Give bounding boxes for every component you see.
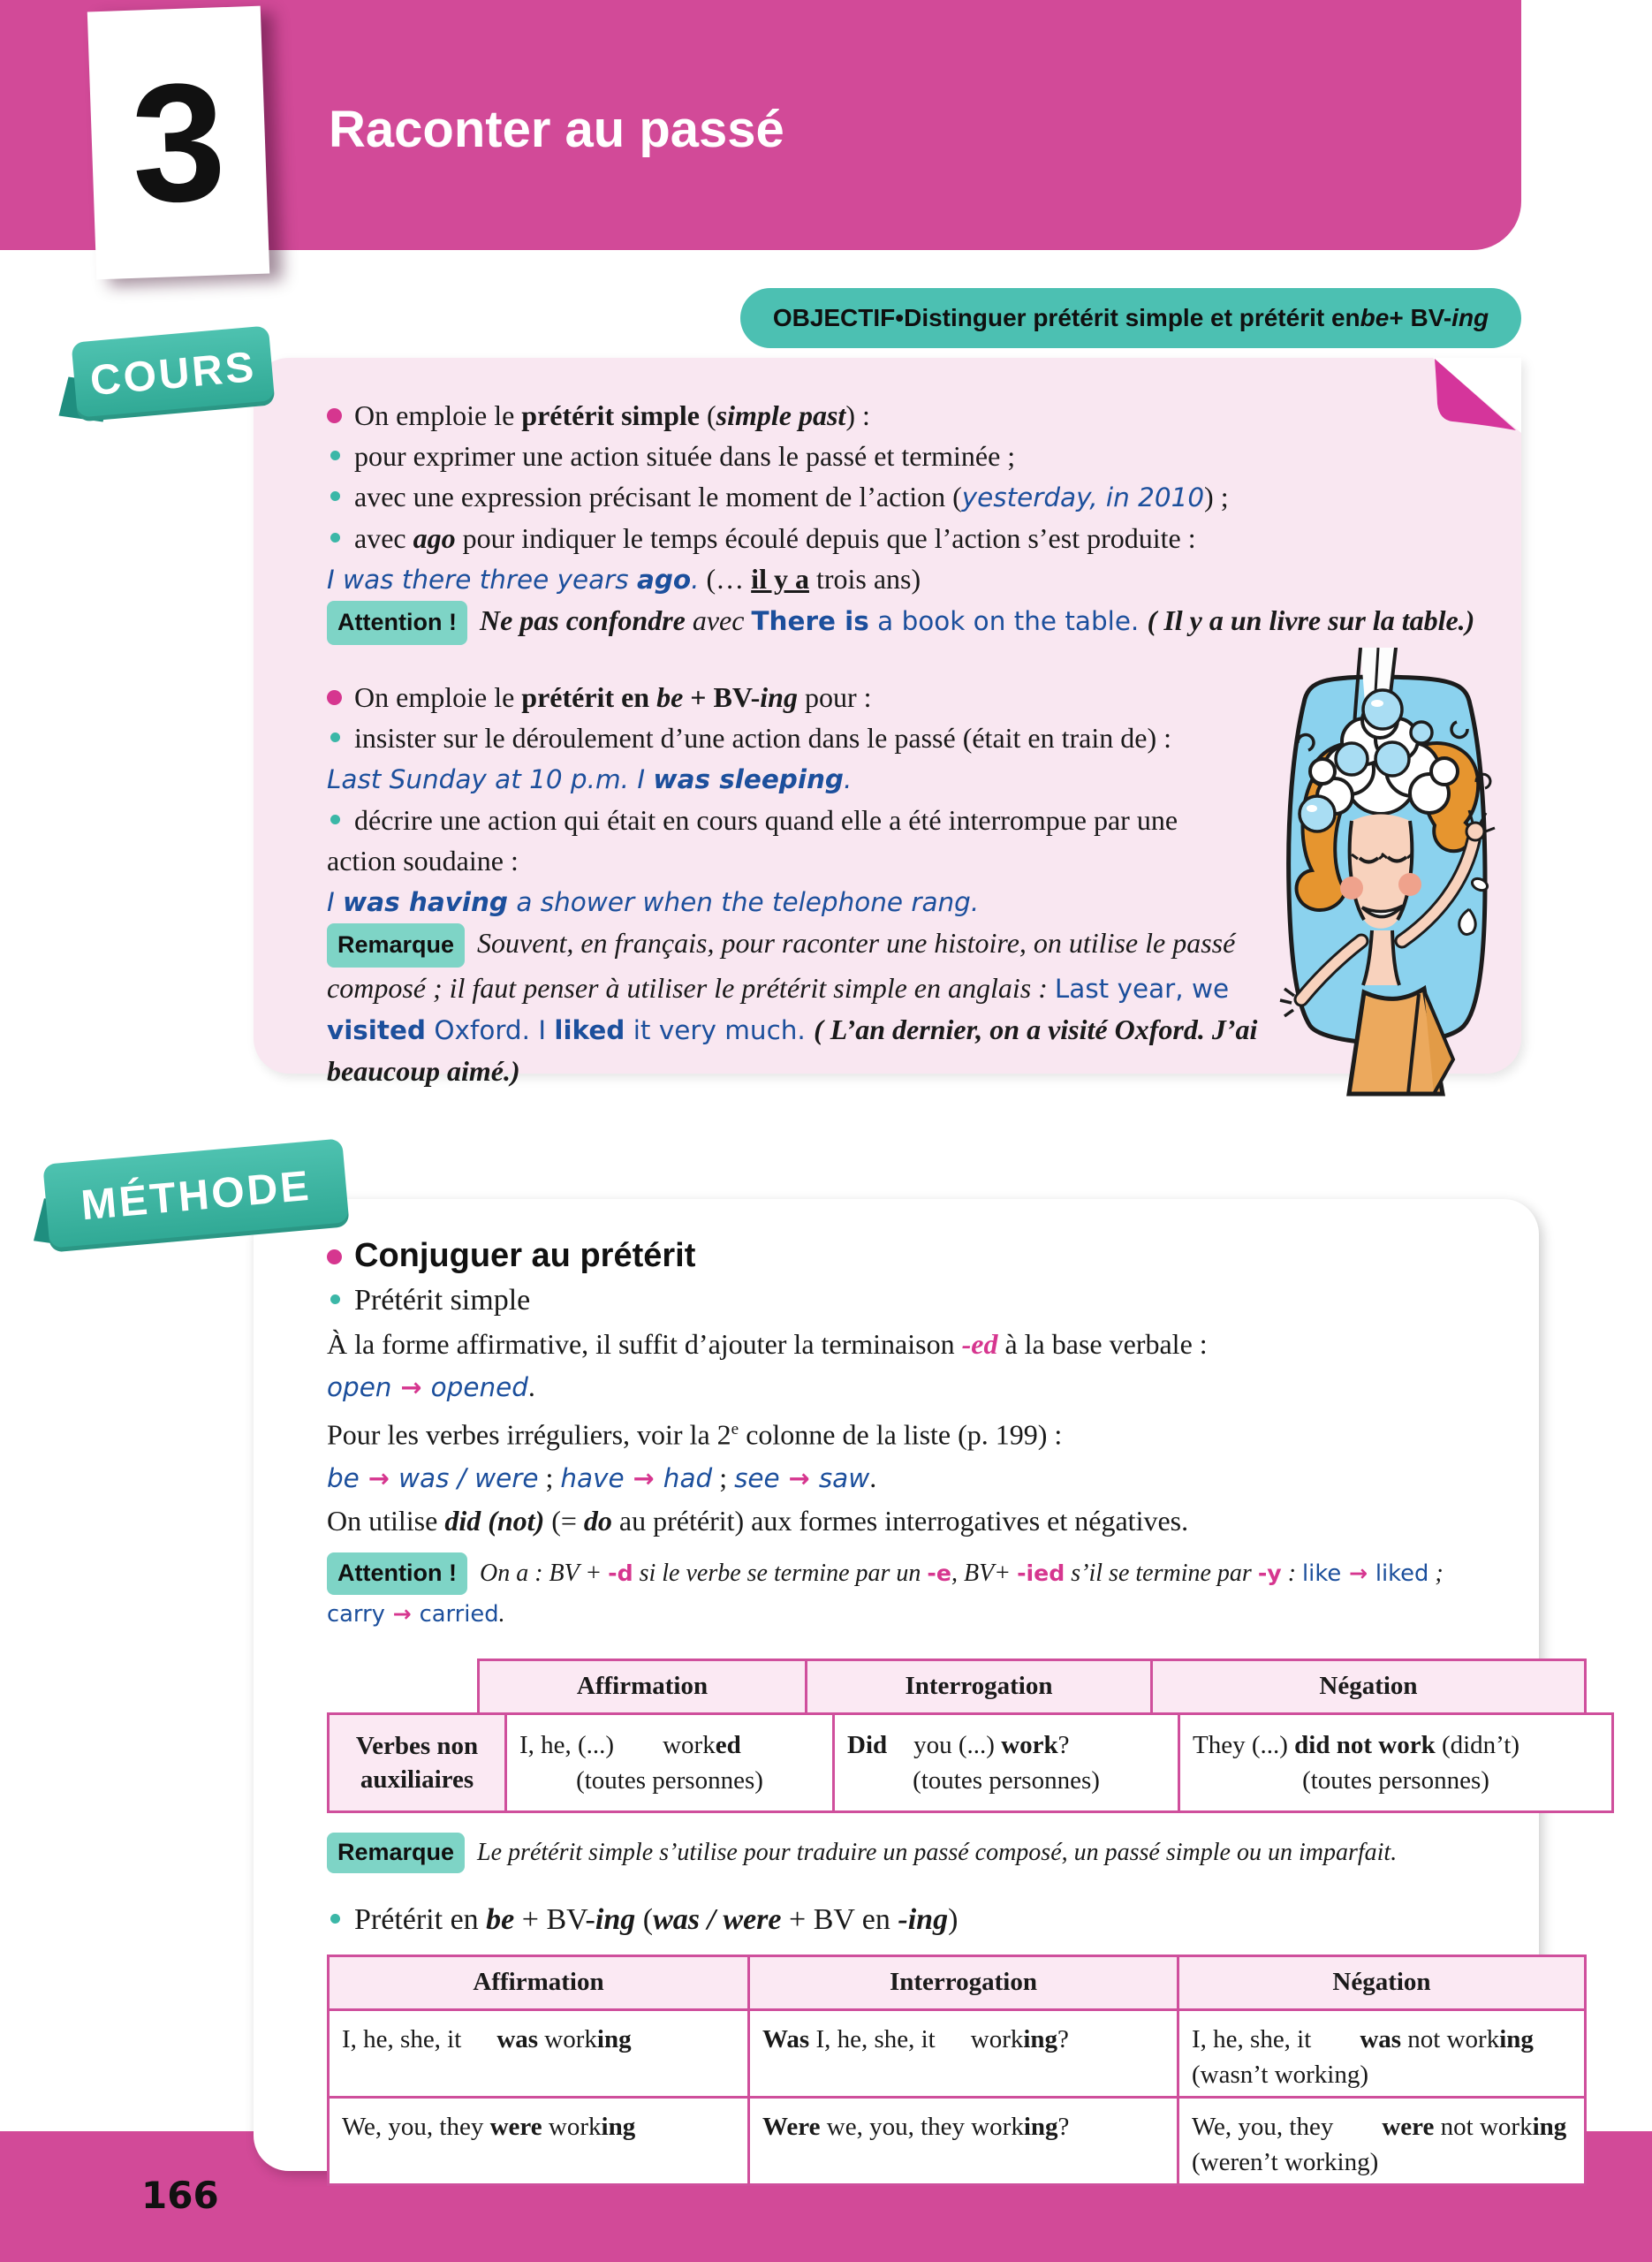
col-header-interrogation: Interrogation (749, 1955, 1178, 2009)
methode-line: Pour les verbes irréguliers, voir la 2e colonne de la liste (p. 199) : (327, 1418, 1063, 1451)
course-subpoint: insister sur le déroulement d’une action dans le passé (était en train de) : (327, 717, 1193, 758)
interrogation-cell: Did you (...) work? (toutes personnes) (834, 1713, 1179, 1811)
attention-note: Attention ! Ne pas confondre avec There is a book on the table. ( Il y a un livre sur la table.) (327, 600, 1484, 645)
remark-note: Remarque Souvent, en français, pour raconter une histoire, on utilise le passé composé ; il faut penser à utiliser le prétérit simple en anglais : Last year, we visited Oxford. I liked it very much. ( L’an dernier, on a visité Oxford. J’ai beaucoup aimé.) (327, 922, 1316, 1091)
teal-bullet-icon (330, 533, 340, 543)
methode-box (254, 1199, 1567, 2176)
methode-line: On utilise did (not) (= do au prétérit) aux formes interrogatives et négatives. (327, 1504, 1189, 1537)
page-number: 166 (141, 2174, 219, 2217)
course-subpoint: avec ago pour indiquer le temps écoulé depuis que l’action s’est produite : (327, 518, 1484, 558)
attention-tag: Attention ! (327, 601, 467, 645)
chapter-number: 3 (128, 47, 229, 239)
example-sentence: I was there three years ago. (… il y a trois ans) (327, 563, 921, 595)
teal-bullet-icon (330, 491, 340, 501)
course-point: On emploie le prétérit en be + BV-ing pour : (327, 677, 1193, 717)
col-header-affirmation: Affirmation (479, 1659, 807, 1713)
chapter-number-card (87, 6, 269, 280)
negation-cell: We, you, they were not working (weren’t working) (1178, 2097, 1586, 2184)
course-subpoint: pour exprimer une action située dans le passé et terminée ; (327, 436, 1484, 476)
teal-bullet-icon (330, 1294, 340, 1304)
table-row (329, 2097, 1586, 2184)
course-subpoint: décrire une action qui était en cours quand elle a été interrompue par une action soudaine : (327, 804, 1178, 877)
methode-subheading: Prétérit en be + BV-ing (was / were + BV en -ing) (327, 1898, 1502, 1942)
teal-bullet-icon (330, 732, 340, 742)
teal-bullet-icon (330, 815, 340, 824)
course-second-group (327, 677, 1193, 922)
interrogation-cell: Was I, he, she, it working? (749, 2009, 1178, 2097)
example-sentence: Last Sunday at 10 p.m. I was sleeping. (327, 764, 853, 794)
methode-line: À la forme affirmative, il suffit d’ajouter la terminaison -ed à la base verbale : (327, 1328, 1208, 1360)
affirmation-cell: I, he, (...) worked (toutes personnes) (506, 1713, 834, 1811)
table-row (329, 2009, 1586, 2097)
page-title: Raconter au passé (329, 101, 784, 158)
example-sentence: I was having a shower when the telephone rang. (327, 887, 980, 917)
teal-bullet-icon (330, 1914, 340, 1924)
pink-bullet-icon (327, 408, 342, 423)
negation-cell: I, he, she, it was not working (wasn’t working) (1178, 2009, 1586, 2097)
course-point: On emploie le prétérit simple (simple past) : (327, 395, 1484, 436)
remark-tag: Remarque (327, 923, 465, 968)
table-row (329, 1713, 1613, 1811)
methode-content (327, 1233, 1567, 2186)
col-header-affirmation: Affirmation (329, 1955, 749, 2009)
negation-cell: They (...) did not work (didn’t) (toutes personnes) (1179, 1713, 1613, 1811)
affirmation-cell: I, he, she, it was working (329, 2009, 749, 2097)
woman-shampoo-shower-cartoon (1248, 648, 1513, 1100)
course-subpoint: avec une expression précisant le moment de l’action (yesterday, in 2010) ; (327, 476, 1484, 518)
example-line: be → was / were ; have → had ; see → saw. (327, 1461, 877, 1493)
methode-section-label: MÉTHODE (42, 1138, 349, 1252)
methode-heading: Conjuguer au prétérit (327, 1233, 1502, 1279)
attention-note: Attention ! On a : BV + -d si le verbe se termine par un -e, BV+ -ied s’il se termine par -y : like → liked ; carry → carried. (327, 1552, 1502, 1634)
affirmation-cell: We, you, they were working (329, 2097, 749, 2184)
methode-subheading: Prétérit simple (327, 1279, 1502, 1323)
col-header-interrogation: Interrogation (807, 1659, 1152, 1713)
col-header-negation: Négation (1152, 1659, 1586, 1713)
teal-bullet-icon (330, 451, 340, 460)
row-header-cell: Verbes non auxiliaires (329, 1713, 506, 1811)
remark-note: Remarque Le prétérit simple s’utilise pour traduire un passé composé, un passé simple ou un imparfait. (327, 1833, 1502, 1873)
cours-section-label: COURS (72, 325, 276, 421)
preterit-simple-table (327, 1659, 1520, 1813)
preterit-be-ing-table (327, 1955, 1587, 2186)
pink-bullet-icon (327, 690, 342, 705)
attention-tag: Attention ! (327, 1552, 467, 1595)
example-line: open → opened. (327, 1370, 535, 1402)
remark-tag: Remarque (327, 1833, 465, 1873)
col-header-negation: Négation (1178, 1955, 1586, 2009)
pink-bullet-icon (327, 1249, 342, 1264)
interrogation-cell: Were we, you, they working? (749, 2097, 1178, 2184)
objective-banner: OBJECTIF • Distinguer prétérit simple et prétérit en be + BV- ing (740, 288, 1521, 348)
